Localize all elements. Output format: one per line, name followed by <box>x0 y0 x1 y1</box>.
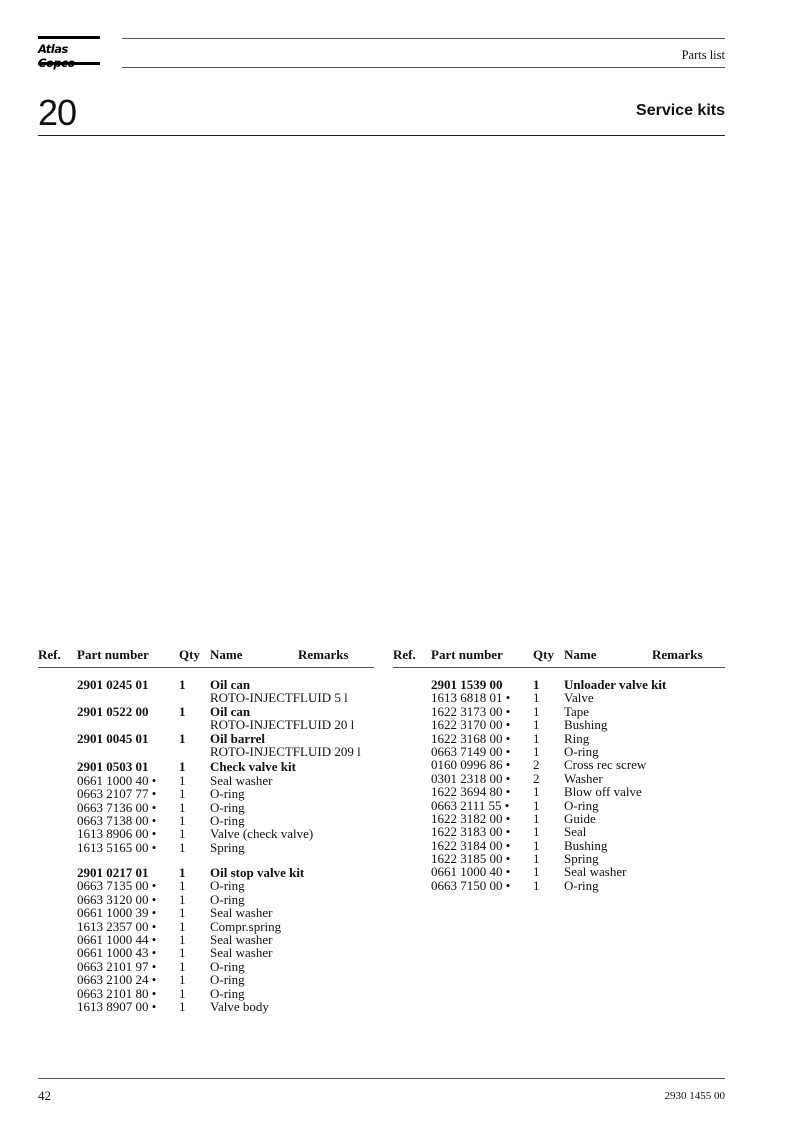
qty-cell: 1 <box>179 905 186 921</box>
table-row <box>38 718 374 731</box>
qty-cell: 1 <box>179 985 186 1001</box>
qty-cell: 1 <box>179 878 186 894</box>
name-cell: ROTO-INJECTFLUID 209 l <box>210 743 361 759</box>
name-cell: O-ring <box>210 891 245 907</box>
part-number-cell: 2901 0503 01 <box>77 759 149 775</box>
qty-cell: 1 <box>533 877 540 893</box>
part-number-cell: 1613 8906 00 • <box>77 826 157 842</box>
table-header-left <box>38 647 374 665</box>
qty-cell: 1 <box>179 786 186 802</box>
name-cell: Bushing <box>564 717 608 733</box>
table-row <box>393 732 725 745</box>
part-number-cell: 0663 2111 55 • <box>431 797 510 813</box>
qty-cell: 1 <box>179 998 186 1014</box>
col-part-number: Part number <box>431 647 503 662</box>
part-number-cell: 0663 2101 80 • <box>77 985 157 1001</box>
qty-cell: 1 <box>179 945 186 961</box>
part-number-cell: 1622 3182 00 • <box>431 810 511 826</box>
part-number-cell: 1613 5165 00 • <box>77 839 157 855</box>
name-cell: O-ring <box>210 812 245 828</box>
name-cell: Seal washer <box>210 945 273 961</box>
kit-header-row <box>38 732 374 745</box>
table-row <box>38 906 374 919</box>
footer-rule <box>38 1078 725 1079</box>
qty-cell: 1 <box>179 839 186 855</box>
qty-cell: 1 <box>179 891 186 907</box>
kit-group <box>393 678 725 892</box>
part-number-cell: 0663 7149 00 • <box>431 743 511 759</box>
name-cell: ROTO-INJECTFLUID 20 l <box>210 717 355 733</box>
qty-cell: 1 <box>179 812 186 828</box>
part-number-cell: 0661 1000 43 • <box>77 945 157 961</box>
name-cell: Seal washer <box>210 932 273 948</box>
table-body-right <box>393 678 725 892</box>
qty-cell: 1 <box>179 958 186 974</box>
table-row <box>393 812 725 825</box>
name-cell: Washer <box>564 770 603 786</box>
kit-header-row <box>38 866 374 879</box>
table-row <box>393 852 725 865</box>
qty-cell: 1 <box>533 851 540 867</box>
document-number: 2930 1455 00 <box>664 1090 725 1102</box>
part-number-cell: 1622 3184 00 • <box>431 837 511 853</box>
name-cell: O-ring <box>210 958 245 974</box>
name-cell: Oil can <box>210 677 251 692</box>
name-cell: Spring <box>210 839 245 855</box>
table-row <box>38 946 374 959</box>
kit-group <box>38 678 374 705</box>
name-cell: Seal washer <box>564 864 627 880</box>
kit-group <box>38 866 374 1013</box>
table-row <box>393 879 725 892</box>
part-number-cell: 2901 0217 01 <box>77 865 149 881</box>
name-cell: Valve <box>564 690 594 706</box>
table-row <box>38 774 374 787</box>
col-ref: Ref. <box>38 647 61 662</box>
chapter-title: Service kits <box>636 102 725 119</box>
table-row <box>393 691 725 704</box>
qty-cell: 2 <box>533 757 540 773</box>
name-cell: Oil barrel <box>210 730 266 746</box>
qty-cell: 1 <box>533 797 540 813</box>
qty-cell: 1 <box>179 677 186 692</box>
part-number-cell: 0663 2101 97 • <box>77 958 157 974</box>
qty-cell: 1 <box>533 677 540 692</box>
qty-cell: 1 <box>533 717 540 733</box>
chapter-number: 20 <box>38 92 77 133</box>
name-cell: O-ring <box>210 985 245 1001</box>
table-row <box>38 787 374 800</box>
part-number-cell: 0663 2100 24 • <box>77 972 157 988</box>
qty-cell: 1 <box>179 865 186 881</box>
name-cell: O-ring <box>210 878 245 894</box>
kit-group <box>38 732 374 759</box>
name-cell: Guide <box>564 810 596 826</box>
qty-cell: 1 <box>533 743 540 759</box>
table-row <box>38 879 374 892</box>
qty-cell: 1 <box>179 918 186 934</box>
table-row <box>38 933 374 946</box>
name-cell: Tape <box>564 703 590 719</box>
name-cell: O-ring <box>210 799 245 815</box>
logo-bar-top <box>38 36 100 39</box>
table-row <box>38 1000 374 1013</box>
col-name: Name <box>564 647 597 662</box>
table-row <box>38 960 374 973</box>
qty-cell: 1 <box>179 972 186 988</box>
qty-cell: 1 <box>179 759 186 775</box>
kit-group <box>38 705 374 732</box>
name-cell: O-ring <box>210 972 245 988</box>
name-cell: Unloader valve kit <box>564 677 667 692</box>
part-number-cell: 0160 0996 86 • <box>431 757 511 773</box>
table-row <box>393 745 725 758</box>
name-cell: Cross rec screw <box>564 757 647 773</box>
part-number-cell: 0663 7136 00 • <box>77 799 157 815</box>
name-cell: O-ring <box>564 743 599 759</box>
table-header-right <box>393 647 725 665</box>
kit-header-row <box>38 705 374 718</box>
table-row <box>393 825 725 838</box>
part-number-cell: 0663 7150 00 • <box>431 877 511 893</box>
name-cell: Spring <box>564 851 599 867</box>
qty-cell: 1 <box>179 772 186 788</box>
part-number-cell: 1622 3170 00 • <box>431 717 511 733</box>
table-header-rule <box>393 667 725 668</box>
name-cell: Valve (check valve) <box>210 826 314 842</box>
qty-cell: 1 <box>533 784 540 800</box>
table-row <box>393 772 725 785</box>
part-number-cell: 0661 1000 40 • <box>431 864 511 880</box>
qty-cell: 1 <box>179 703 186 719</box>
table-row <box>393 718 725 731</box>
table-row <box>38 920 374 933</box>
part-number-cell: 0661 1000 40 • <box>77 772 157 788</box>
part-number-cell: 2901 0245 01 <box>77 677 149 692</box>
kit-header-row <box>38 760 374 773</box>
qty-cell: 1 <box>179 932 186 948</box>
part-number-cell: 1613 8907 00 • <box>77 998 157 1014</box>
name-cell: Oil can <box>210 703 251 719</box>
part-number-cell: 2901 0522 00 <box>77 703 149 719</box>
name-cell: O-ring <box>564 877 599 893</box>
table-body-left <box>38 678 374 1013</box>
table-row <box>38 801 374 814</box>
name-cell: Bushing <box>564 837 608 853</box>
name-cell: Seal washer <box>210 772 273 788</box>
qty-cell: 1 <box>533 690 540 706</box>
part-number-cell: 1622 3173 00 • <box>431 703 511 719</box>
qty-cell: 1 <box>533 864 540 880</box>
part-number-cell: 1622 3185 00 • <box>431 851 511 867</box>
col-remarks: Remarks <box>298 647 349 662</box>
header-rule-bottom <box>122 67 725 68</box>
part-number-cell: 1622 3183 00 • <box>431 824 511 840</box>
qty-cell: 2 <box>533 770 540 786</box>
part-number-cell: 0663 2107 77 • <box>77 786 157 802</box>
parts-table-left <box>38 647 374 1013</box>
col-qty: Qty <box>533 647 554 662</box>
col-qty: Qty <box>179 647 200 662</box>
header-rule-top <box>122 38 725 39</box>
kit-header-row <box>38 678 374 691</box>
part-number-cell: 1613 6818 01 • <box>431 690 511 706</box>
qty-cell: 1 <box>179 799 186 815</box>
qty-cell: 1 <box>179 826 186 842</box>
part-number-cell: 0663 7138 00 • <box>77 812 157 828</box>
section-label: Parts list <box>681 48 725 62</box>
col-remarks: Remarks <box>652 647 703 662</box>
table-row <box>393 705 725 718</box>
col-part-number: Part number <box>77 647 149 662</box>
qty-cell: 1 <box>533 810 540 826</box>
name-cell: Check valve kit <box>210 759 296 775</box>
name-cell: Blow off valve <box>564 784 642 800</box>
table-row <box>38 745 374 758</box>
col-name: Name <box>210 647 243 662</box>
name-cell: Compr.spring <box>210 918 282 934</box>
name-cell: Valve body <box>210 998 269 1014</box>
table-row <box>38 893 374 906</box>
table-row <box>38 827 374 840</box>
qty-cell: 1 <box>179 730 186 746</box>
table-header-rule <box>38 667 374 668</box>
table-row <box>38 814 374 827</box>
table-row <box>38 691 374 704</box>
qty-cell: 1 <box>533 703 540 719</box>
part-number-cell: 0661 1000 44 • <box>77 932 157 948</box>
table-row <box>38 841 374 854</box>
page-number: 42 <box>38 1088 51 1103</box>
table-row <box>38 987 374 1000</box>
qty-cell: 1 <box>533 730 540 746</box>
part-number-cell: 1622 3694 80 • <box>431 784 511 800</box>
table-row <box>38 973 374 986</box>
qty-cell: 1 <box>533 837 540 853</box>
chapter-rule <box>38 135 725 136</box>
table-row <box>393 865 725 878</box>
atlas-copco-logo: Atlas <box>38 42 68 56</box>
part-number-cell: 2901 1539 00 <box>431 677 503 692</box>
table-row <box>393 785 725 798</box>
name-cell: Ring <box>564 730 590 746</box>
part-number-cell: 1622 3168 00 • <box>431 730 511 746</box>
part-number-cell: 0661 1000 39 • <box>77 905 157 921</box>
qty-cell: 1 <box>533 824 540 840</box>
part-number-cell: 0301 2318 00 • <box>431 770 511 786</box>
table-row <box>393 799 725 812</box>
part-number-cell: 2901 0045 01 <box>77 730 149 746</box>
col-ref: Ref. <box>393 647 416 662</box>
logo-bar-bottom <box>38 62 100 65</box>
name-cell: ROTO-INJECTFLUID 5 l <box>210 690 348 706</box>
name-cell: O-ring <box>564 797 599 813</box>
table-row <box>393 758 725 771</box>
name-cell: Seal <box>564 824 587 840</box>
kit-header-row <box>393 678 725 691</box>
kit-group <box>38 760 374 854</box>
part-number-cell: 0663 7135 00 • <box>77 878 157 894</box>
part-number-cell: 1613 2357 00 • <box>77 918 157 934</box>
parts-table-right <box>393 647 725 892</box>
part-number-cell: 0663 3120 00 • <box>77 891 157 907</box>
name-cell: Seal washer <box>210 905 273 921</box>
name-cell: Oil stop valve kit <box>210 865 305 881</box>
name-cell: O-ring <box>210 786 245 802</box>
table-row <box>393 839 725 852</box>
